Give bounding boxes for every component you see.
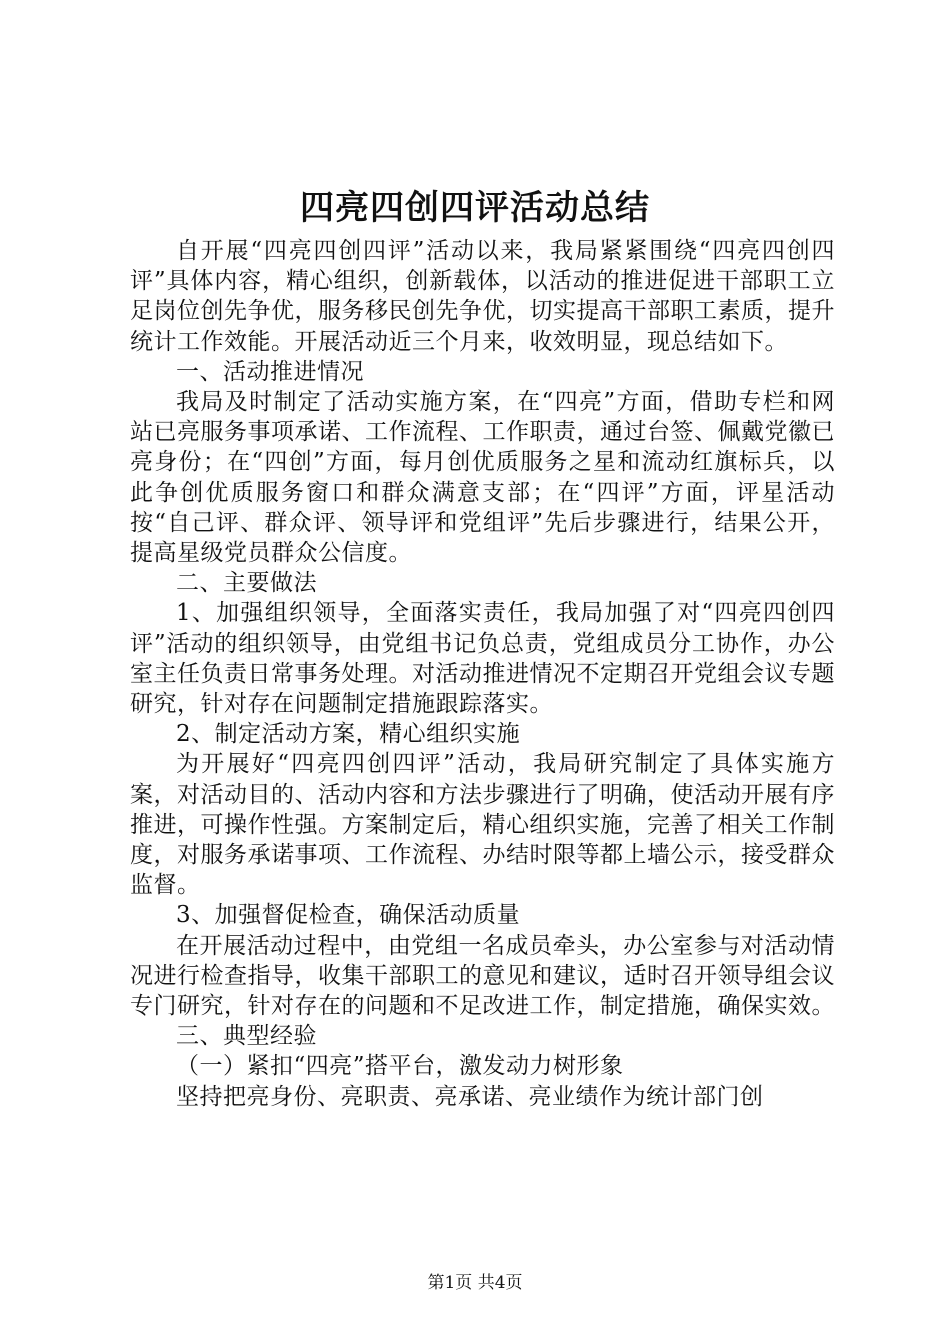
- paragraph-intro: 自开展“四亮四创四评”活动以来，我局紧紧围绕“四亮四创四评”具体内容，精心组织，创新载体，以活动的推进促进干部职工立足岗位创先争优，服务移民创先争优，切实提高干部职工素质，提升统计工作效能。开展活动近三个月来，收效明显，现总结如下。: [130, 238, 835, 355]
- paragraph-progress: 我局及时制定了活动实施方案，在“四亮”方面，借助专栏和网站已亮服务事项承诺、工作流程、工作职责，通过台签、佩戴党徽已亮身份；在“四创”方面，每月创优质服务之星和流动红旗标兵，以此争创优质服务窗口和群众满意支部；在“四评”方面，评星活动按“自己评、群众评、领导评和党组评”先后步骤进行，结果公开，提高星级党员群众公信度。: [130, 389, 835, 567]
- section-heading-2: 二、主要做法: [176, 570, 317, 597]
- section-heading-1: 一、活动推进情况: [176, 358, 364, 385]
- paragraph-plan: 为开展好“四亮四创四评”活动，我局研究制定了具体实施方案，对活动目的、活动内容和方法步骤进行了明确，使活动开展有序推进，可操作性强。方案制定后，精心组织实施，完善了相关工作制度，对服务承诺事项、工作流程、办结时限等都上墙公示，接受群众监督。: [130, 751, 835, 899]
- document-body: [130, 236, 835, 1112]
- subheading-four-liang: （一）紧扣“四亮”搭平台，激发动力树形象: [176, 1053, 624, 1080]
- section-heading-3: 三、典型经验: [176, 1023, 317, 1050]
- paragraph-supervision: 在开展活动过程中，由党组一名成员牵头，办公室参与对活动情况进行检查指导，收集干部职工的意见和建议，适时召开领导组会议专门研究，针对存在的问题和不足改进工作，制定措施，确保实效。: [130, 932, 835, 1020]
- subheading-supervision: 3、加强督促检查，确保活动质量: [176, 902, 521, 929]
- subheading-plan: 2、制定活动方案，精心组织实施: [176, 721, 521, 748]
- document-title: 四亮四创四评活动总结: [300, 188, 650, 228]
- paragraph-four-liang: 坚持把亮身份、亮职责、亮承诺、亮业绩作为统计部门创: [176, 1083, 764, 1110]
- page-number-footer: 第1页 共4页: [427, 1273, 523, 1293]
- paragraph-leadership: 1、加强组织领导，全面落实责任，我局加强了对“四亮四创四评”活动的组织领导，由党组书记负总责，党组成员分工协作，办公室主任负责日常事务处理。对活动推进情况不定期召开党组会议专题研究，针对存在问题制定措施跟踪落实。: [130, 600, 835, 718]
